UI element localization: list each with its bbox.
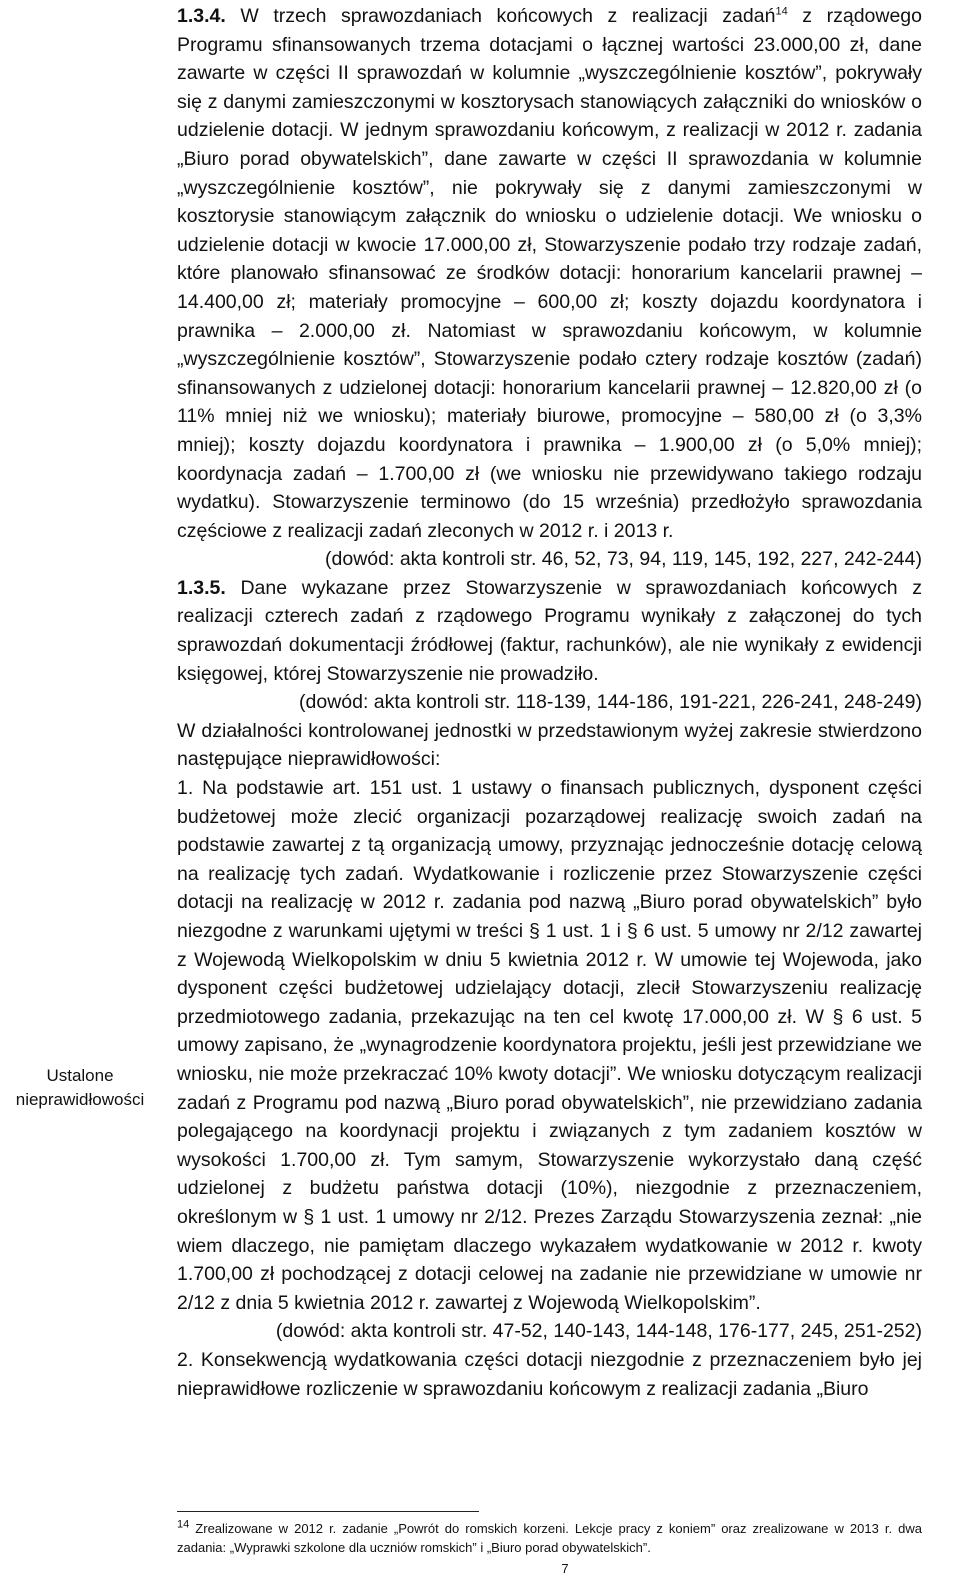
footnote-marker: 14 [177,1518,190,1531]
section-text-part-1: W trzech sprawozdaniach końcowych z realizacji zadań [225,5,776,27]
footnote-divider [177,1511,479,1512]
irregularity-item-2: 2. Konsekwencją wydatkowania części dotacji niezgodnie z przeznaczeniem było jej nieprawidłowe rozliczenie w sprawozdaniu końcowym z realizacji zadania „Biuro [177,1348,922,1400]
section-number: 1.3.4. [177,5,226,27]
section-1-3-4 [177,2,922,545]
evidence-reference: (dowód: akta kontroli str. 47-52, 140-143, 144-148, 176-177, 245, 251-252) [275,1320,922,1343]
irregularities-intro: W działalności kontrolowanej jednostki w przedstawionym wyżej zakresie stwierdzono następujące nieprawidłowości: [177,719,922,771]
margin-note-line-2: nieprawidłowości [15,1090,145,1109]
section-number: 1.3.5. [177,576,226,599]
section-text-part-2: z rządowego Programu sfinansowanych trzema dotacjami o łącznej wartości 23.000,00 zł, dane zawarte w części II sprawozdań w kolumnie „wyszczególnienie kosztów”, pokrywały się z danymi zamieszczonymi w kosztorysach stanowiących załączniki do wniosków o udzielenie dotacji. W jednym sprawozdaniu końcowym, z realizacji w 2012 r. zadania „Biuro porad obywatelskich”, dane zawarte w części II sprawozdania w kolumnie „wyszczególnienie kosztów”, nie pokrywały się z danymi zamieszczonymi w kosztorysie stanowiącym załącznik do wniosku o udzielenie dotacji. We wniosku o udzielenie dotacji w kwocie 17.000,00 zł, Stowarzyszenie podało trzy rodzaje zadań, które planowało sfinansować ze środków dotacji: honorarium kancelarii prawnej – 14.400,00 zł; materiały promocyjne – 600,00 zł; koszty dojazdu koordynatora i prawnika – 2.000,00 zł. Natomiast w sprawozdaniu końcowym, w kolumnie „wyszczególnienie kosztów”, Stowarzyszenie podało cztery rodzaje kosztów (zadań) sfinansowanych z udzielonej dotacji: honorarium kancelarii prawnej – 12.820,00 zł (o 11% mniej niż we wniosku); materiały biurowe, promocyjne – 580,00 zł (o 3,3% mniej); koszty dojazdu koordynatora i prawnika – 1.900,00 zł (o 5,0% mniej); koordynacja zadań – 1.700,00 zł (we wniosku nie przewidywano takiego rodzaju wydatku). Stowarzyszenie terminowo (do 15 września) przedłożyło sprawozdania częściowe z realizacji zadań zleconych w 2012 r. i 2013 r. [177,5,922,542]
section-text: Dane wykazane przez Stowarzyszenie w sprawozdaniach końcowych z realizacji czterech zadań z rządowego Programu wynikały z załączonej do tych sprawozdań dokumentacji źródłowej (faktur, rachunków), ale nie wynikały z ewidencji księgowej, której Stowarzyszenie nie prowadziło. [177,576,922,685]
section-1-3-5 [177,574,922,688]
main-text [177,2,922,1403]
footnote-text: Zrealizowane w 2012 r. zadanie „Powrót do romskich korzeni. Lekcje pracy z koniem” oraz zrealizowane w 2013 r. dwa zadania: „Wyprawki szkolone dla uczniów romskich” i „Biuro porad obywatelskich”. [177,1521,922,1555]
margin-note [2,1064,158,1112]
evidence-reference: (dowód: akta kontroli str. 46, 52, 73, 94, 119, 145, 192, 227, 242-244) [325,548,922,571]
irregularity-item-1: 1. Na podstawie art. 151 ust. 1 ustawy o finansach publicznych, dysponent części budżetowej może zlecić organizacji pozarządowej realizację swoich zadań na podstawie zawartej z tą organizacją umowy, przyznając jednocześnie dotację celową na realizację tych zadań. Wydatkowanie i rozliczenie przez Stowarzyszenie części dotacji na realizację w 2012 r. zadania pod nazwą „Biuro porad obywatelskich” było niezgodne z warunkami ujętymi w treści § 1 ust. 1 i § 6 ust. 5 umowy nr 2/12 zawartej z Wojewodą Wielkopolskim w dniu 5 kwietnia 2012 r. W umowie tej Wojewoda, jako dysponent części budżetowej udzielający dotacji, zlecił Stowarzyszeniu realizację przedmiotowego zadania, przekazując na ten cel kwotę 17.000,00 zł. W § 6 ust. 5 umowy zapisano, że „wynagrodzenie koordynatora projektu, jeśli jest przewidziane we wniosku, nie może przekraczać 10% kwoty dotacji”. We wniosku dotyczącym realizacji zadań z Programu pod nazwą „Biuro porad obywatelskich”, nie przewidziano zadania polegającego na koordynacji projektu i związanych z tym zadaniem kosztów w wysokości 1.700,00 zł. Tym samym, Stowarzyszenie wykorzystało daną część udzielonej z budżetu państwa dotacji (10%), niezgodnie z przeznaczeniem, określonym w § 1 ust. 1 umowy nr 2/12. Prezes Zarządu Stowarzyszenia zeznał: „nie wiem dlaczego, nie pamiętam dlaczego wykazałem wydatkowanie w 2012 r. kwoty 1.700,00 zł pochodzącej z dotacji celowej na zadanie nie przewidziane w umowie nr 2/12 z dnia 5 kwietnia 2012 r. zawartej z Wojewodą Wielkopolskim”. [177,777,922,1314]
page-number: 7 [561,1561,569,1576]
evidence-reference: (dowód: akta kontroli str. 118-139, 144-186, 191-221, 226-241, 248-249) [299,691,922,714]
footnote-reference: 14 [775,5,788,18]
footnote [177,1519,922,1557]
margin-note-line-1: Ustalone [46,1066,114,1085]
